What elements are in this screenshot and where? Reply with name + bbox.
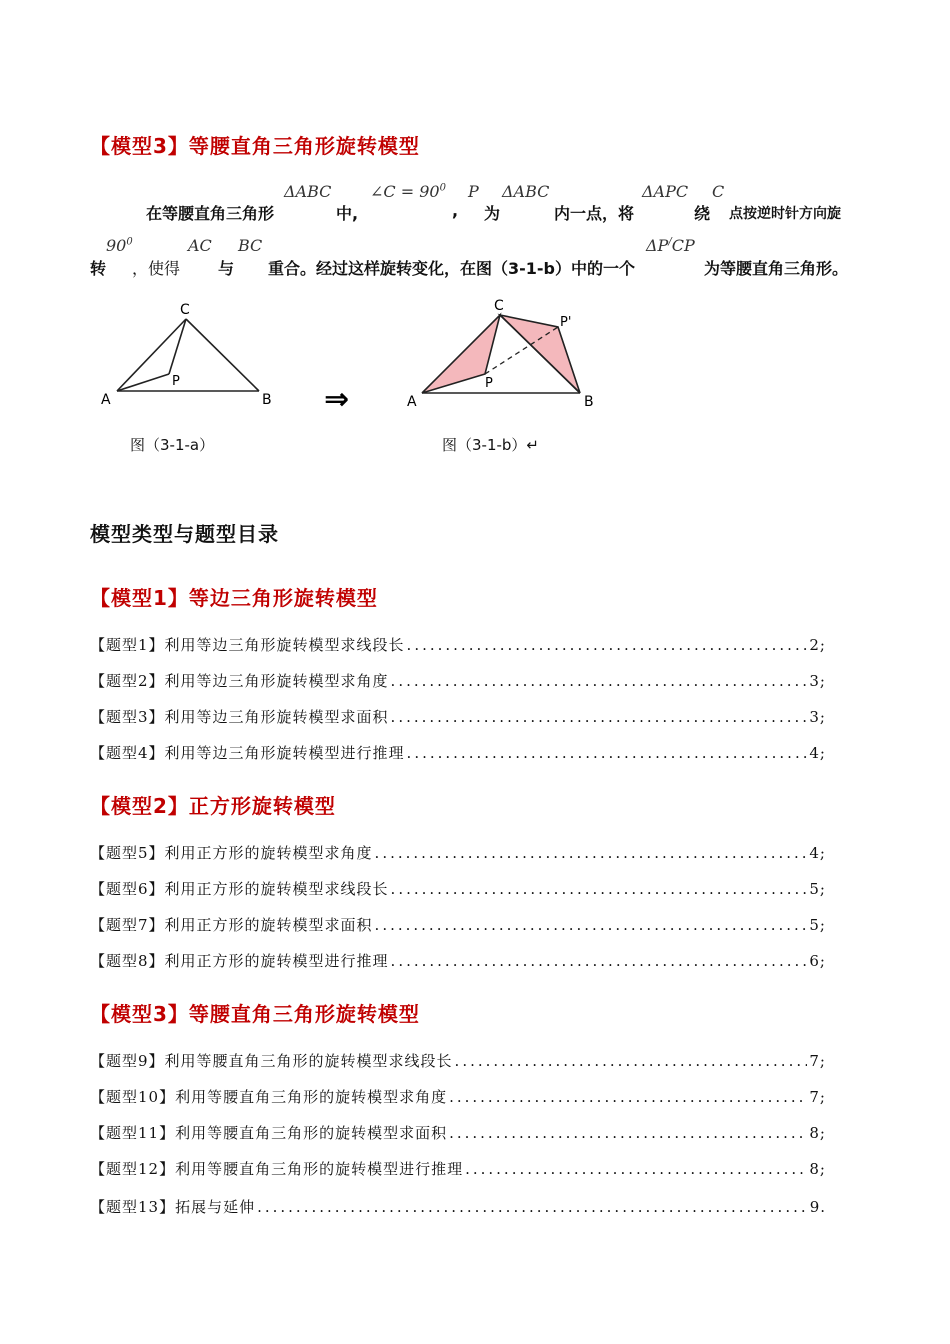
- toc-row-leader: [391, 880, 808, 898]
- toc-row-label: 【题型11】利用等腰直角三角形的旋转模型求面积: [90, 1124, 448, 1142]
- toc-row-leader: [391, 952, 808, 970]
- para2-math-ppcp: ΔP/CP: [646, 236, 695, 255]
- toc-row-label: 【题型1】利用等边三角形旋转模型求线段长: [90, 636, 405, 654]
- toc-row-page: 4;: [809, 744, 826, 762]
- figure-b: [407, 298, 594, 410]
- toc-row-page: 5;: [809, 916, 826, 934]
- para1-text4: 为: [484, 204, 501, 223]
- toc-row[interactable]: [90, 1086, 826, 1110]
- fig-b-label-pprime: P': [560, 315, 572, 330]
- fig-a-label-c: C: [180, 302, 190, 318]
- toc-row-leader: [391, 672, 808, 690]
- toc-row-leader: [465, 1160, 807, 1178]
- toc-section-heading: 【模型3】等腰直角三角形旋转模型: [90, 1002, 420, 1026]
- para2-text2: ，使得: [132, 259, 181, 278]
- para1-math-abc: ΔABC: [284, 182, 332, 201]
- para2-math-90: $90^0$: [106, 236, 133, 255]
- toc-row-page: 4;: [809, 844, 826, 862]
- para1-text5: 内一点，将: [554, 204, 635, 223]
- toc-row-page: 8;: [809, 1124, 826, 1142]
- toc-row-leader: [455, 1052, 808, 1070]
- toc-row-label: 【题型2】利用等边三角形旋转模型求角度: [90, 672, 389, 690]
- toc-row-label: 【题型7】利用正方形的旋转模型求面积: [90, 916, 373, 934]
- para1-math-angle: ∠C = $90^0$: [370, 182, 446, 201]
- fig-b-label-p: P: [485, 376, 493, 391]
- toc-row[interactable]: [90, 878, 826, 902]
- para2-math-bc: BC: [238, 236, 263, 255]
- toc-row-page: 3;: [809, 672, 826, 690]
- model3-heading: 【模型3】等腰直角三角形旋转模型: [90, 134, 420, 158]
- toc-row-label: 【题型4】利用等边三角形旋转模型进行推理: [90, 744, 405, 762]
- toc-row-leader: [407, 744, 808, 762]
- toc-row-label: 【题型13】拓展与延伸: [90, 1198, 256, 1216]
- figures-svg: [90, 290, 610, 420]
- para1-math-p: P: [468, 182, 479, 201]
- fig-b-label-c: C: [494, 298, 504, 314]
- para2-text3: 与: [218, 259, 235, 278]
- toc-row-leader: [449, 1088, 807, 1106]
- fig-a-label-p: P: [172, 374, 180, 389]
- para1-text3: ,: [452, 201, 459, 220]
- fig-b-label-b: B: [584, 394, 594, 410]
- toc-row-page: 8;: [809, 1160, 826, 1178]
- toc-row-label: 【题型5】利用正方形的旋转模型求角度: [90, 844, 373, 862]
- fig-a-edge-cb: [186, 319, 259, 391]
- para2-text5: 为等腰直角三角形。: [704, 259, 849, 278]
- fig-b-label-a: A: [407, 394, 417, 410]
- toc-row-label: 【题型6】利用正方形的旋转模型求线段长: [90, 880, 389, 898]
- toc-row-label: 【题型3】利用等边三角形旋转模型求面积: [90, 708, 389, 726]
- toc-row-leader: [257, 1198, 808, 1216]
- para2-math-ac: AC: [188, 236, 212, 255]
- toc-row-label: 【题型9】利用等腰直角三角形的旋转模型求线段长: [90, 1052, 453, 1070]
- toc-row[interactable]: [90, 950, 826, 974]
- toc-row-label: 【题型12】利用等腰直角三角形的旋转模型进行推理: [90, 1160, 464, 1178]
- para1-math-abc2: ΔABC: [502, 182, 550, 201]
- fig-a-caption: 图（3-1-a）: [130, 436, 215, 454]
- toc-row[interactable]: [90, 706, 826, 730]
- toc-section-heading: 【模型1】等边三角形旋转模型: [90, 586, 378, 610]
- toc-row[interactable]: [90, 1196, 826, 1220]
- toc-row-page: 7;: [809, 1052, 826, 1070]
- para1-text6: 绕: [694, 204, 711, 223]
- toc-row-page: 7;: [809, 1088, 826, 1106]
- toc-row[interactable]: [90, 1122, 826, 1146]
- toc-row-page: 6;: [809, 952, 826, 970]
- arrow-icon: ⇒: [324, 382, 350, 417]
- para1-text1: 在等腰直角三角形: [146, 204, 275, 223]
- toc-row-leader: [391, 708, 808, 726]
- toc-row-leader: [449, 1124, 807, 1142]
- toc-row[interactable]: [90, 842, 826, 866]
- fig-a-label-a: A: [101, 392, 111, 408]
- toc-row[interactable]: [90, 742, 826, 766]
- toc-row[interactable]: [90, 1050, 826, 1074]
- fig-a-label-b: B: [262, 392, 272, 408]
- toc-row-leader: [375, 844, 808, 862]
- toc-row-label: 【题型8】利用正方形的旋转模型进行推理: [90, 952, 389, 970]
- toc-row-leader: [375, 916, 808, 934]
- figure-a: [101, 302, 272, 408]
- fig-b-caption: 图（3-1-b）↵: [442, 436, 540, 454]
- para1-math-apc: ΔAPC: [642, 182, 689, 201]
- toc-row-page: 5;: [809, 880, 826, 898]
- para1-text2: 中,: [336, 204, 359, 223]
- toc-row[interactable]: [90, 914, 826, 938]
- para1-math-c: C: [712, 182, 725, 201]
- toc-row-page: 9.: [809, 1198, 826, 1216]
- toc-row[interactable]: [90, 634, 826, 658]
- toc-section-heading: 【模型2】正方形旋转模型: [90, 794, 336, 818]
- toc-row-page: 3;: [809, 708, 826, 726]
- para1-text7: 点按逆时针方向旋: [729, 206, 841, 222]
- toc-row[interactable]: [90, 1158, 826, 1182]
- para2-text1: 转: [90, 259, 107, 278]
- toc-row-label: 【题型10】利用等腰直角三角形的旋转模型求角度: [90, 1088, 448, 1106]
- toc-row-page: 2;: [809, 636, 826, 654]
- para2-text4: 重合。经过这样旋转变化，在图（3-1-b）中的一个: [268, 259, 636, 278]
- toc-row[interactable]: [90, 670, 826, 694]
- toc-title: 模型类型与题型目录: [90, 522, 279, 546]
- toc-row-leader: [407, 636, 808, 654]
